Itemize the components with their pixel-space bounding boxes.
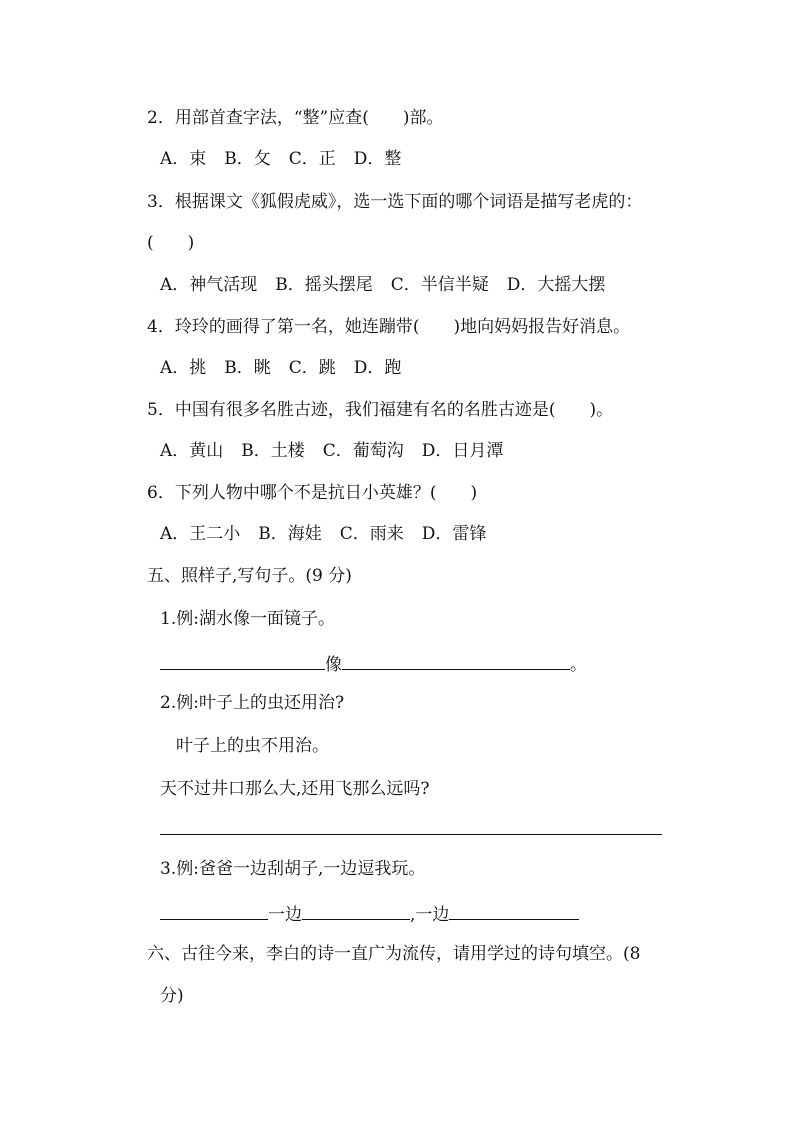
- option-d: D．日月潭: [421, 441, 504, 461]
- question-4-options: [160, 357, 419, 379]
- section-5-answer-2: [160, 816, 662, 841]
- answer-blank[interactable]: [302, 901, 410, 920]
- option-b: B．攵: [224, 149, 271, 169]
- option-d: D．大摇大摆: [506, 275, 606, 295]
- option-a: A．黄山: [160, 441, 224, 461]
- option-b: B．海娃: [258, 524, 322, 544]
- answer-blank[interactable]: [449, 901, 579, 920]
- question-6-options: [160, 523, 504, 545]
- answer-line[interactable]: [160, 816, 662, 835]
- option-a: A．神气活现: [160, 275, 258, 295]
- section-5-example-3: 3.例:爸爸一边刮胡子,一边逗我玩。: [160, 859, 426, 879]
- question-3-options: [160, 274, 623, 296]
- answer-blank[interactable]: [342, 651, 570, 670]
- section-5-example-2-answer: 叶子上的虫不用治。: [176, 736, 329, 756]
- option-a: A．王二小: [160, 524, 241, 544]
- option-b: B．摇头摆尾: [275, 275, 373, 295]
- question-2: 2．用部首查字法，“整”应查( )部。: [147, 108, 444, 128]
- option-c: C．雨来: [339, 524, 404, 544]
- option-c: C．跳: [288, 358, 336, 378]
- section-5-answer-1: [160, 651, 587, 676]
- section-6-title: 六、古往今来，李白的诗一直广为流传，请用学过的诗句填空。(8: [147, 944, 641, 964]
- connector-word: 一边: [268, 905, 302, 925]
- section-5-answer-3: [160, 901, 579, 926]
- answer-blank[interactable]: [160, 901, 268, 920]
- option-d: D．整: [353, 149, 402, 169]
- connector-word: ,一边: [410, 905, 450, 925]
- section-6-title-cont: 分): [160, 986, 184, 1006]
- section-5-title: 五、照样子,写句子。(9 分): [147, 566, 352, 586]
- section-5-prompt-2: 天不过井口那么大,还用飞那么远吗?: [160, 779, 430, 799]
- option-a: A．束: [160, 149, 207, 169]
- connector-word: 像: [325, 655, 342, 675]
- section-5-example-2: 2.例:叶子上的虫还用治?: [160, 693, 345, 713]
- question-5: 5．中国有很多名胜古迹，我们福建有名的名胜古迹是( )。: [147, 400, 614, 420]
- option-d: D．跑: [353, 358, 402, 378]
- option-c: C．葡萄沟: [322, 441, 404, 461]
- option-a: A．挑: [160, 358, 207, 378]
- question-6: 6．下列人物中哪个不是抗日小英雄？( ): [147, 483, 478, 503]
- option-b: B．眺: [224, 358, 271, 378]
- answer-blank[interactable]: [160, 651, 325, 670]
- question-4: 4．玲玲的画得了第一名，她连蹦带( )地向妈妈报告好消息。: [147, 317, 631, 337]
- question-3: 3．根据课文《狐假虎威》，选一选下面的哪个词语是描写老虎的：: [147, 192, 643, 212]
- question-3-blank: ( ): [147, 233, 195, 253]
- question-5-options: [160, 440, 521, 462]
- question-2-options: [160, 148, 419, 170]
- option-c: C．正: [288, 149, 336, 169]
- period: 。: [570, 655, 587, 675]
- option-b: B．土楼: [241, 441, 305, 461]
- option-c: C．半信半疑: [390, 275, 489, 295]
- section-5-example-1: 1.例:湖水像一面镜子。: [160, 609, 335, 629]
- option-d: D．雷锋: [421, 524, 487, 544]
